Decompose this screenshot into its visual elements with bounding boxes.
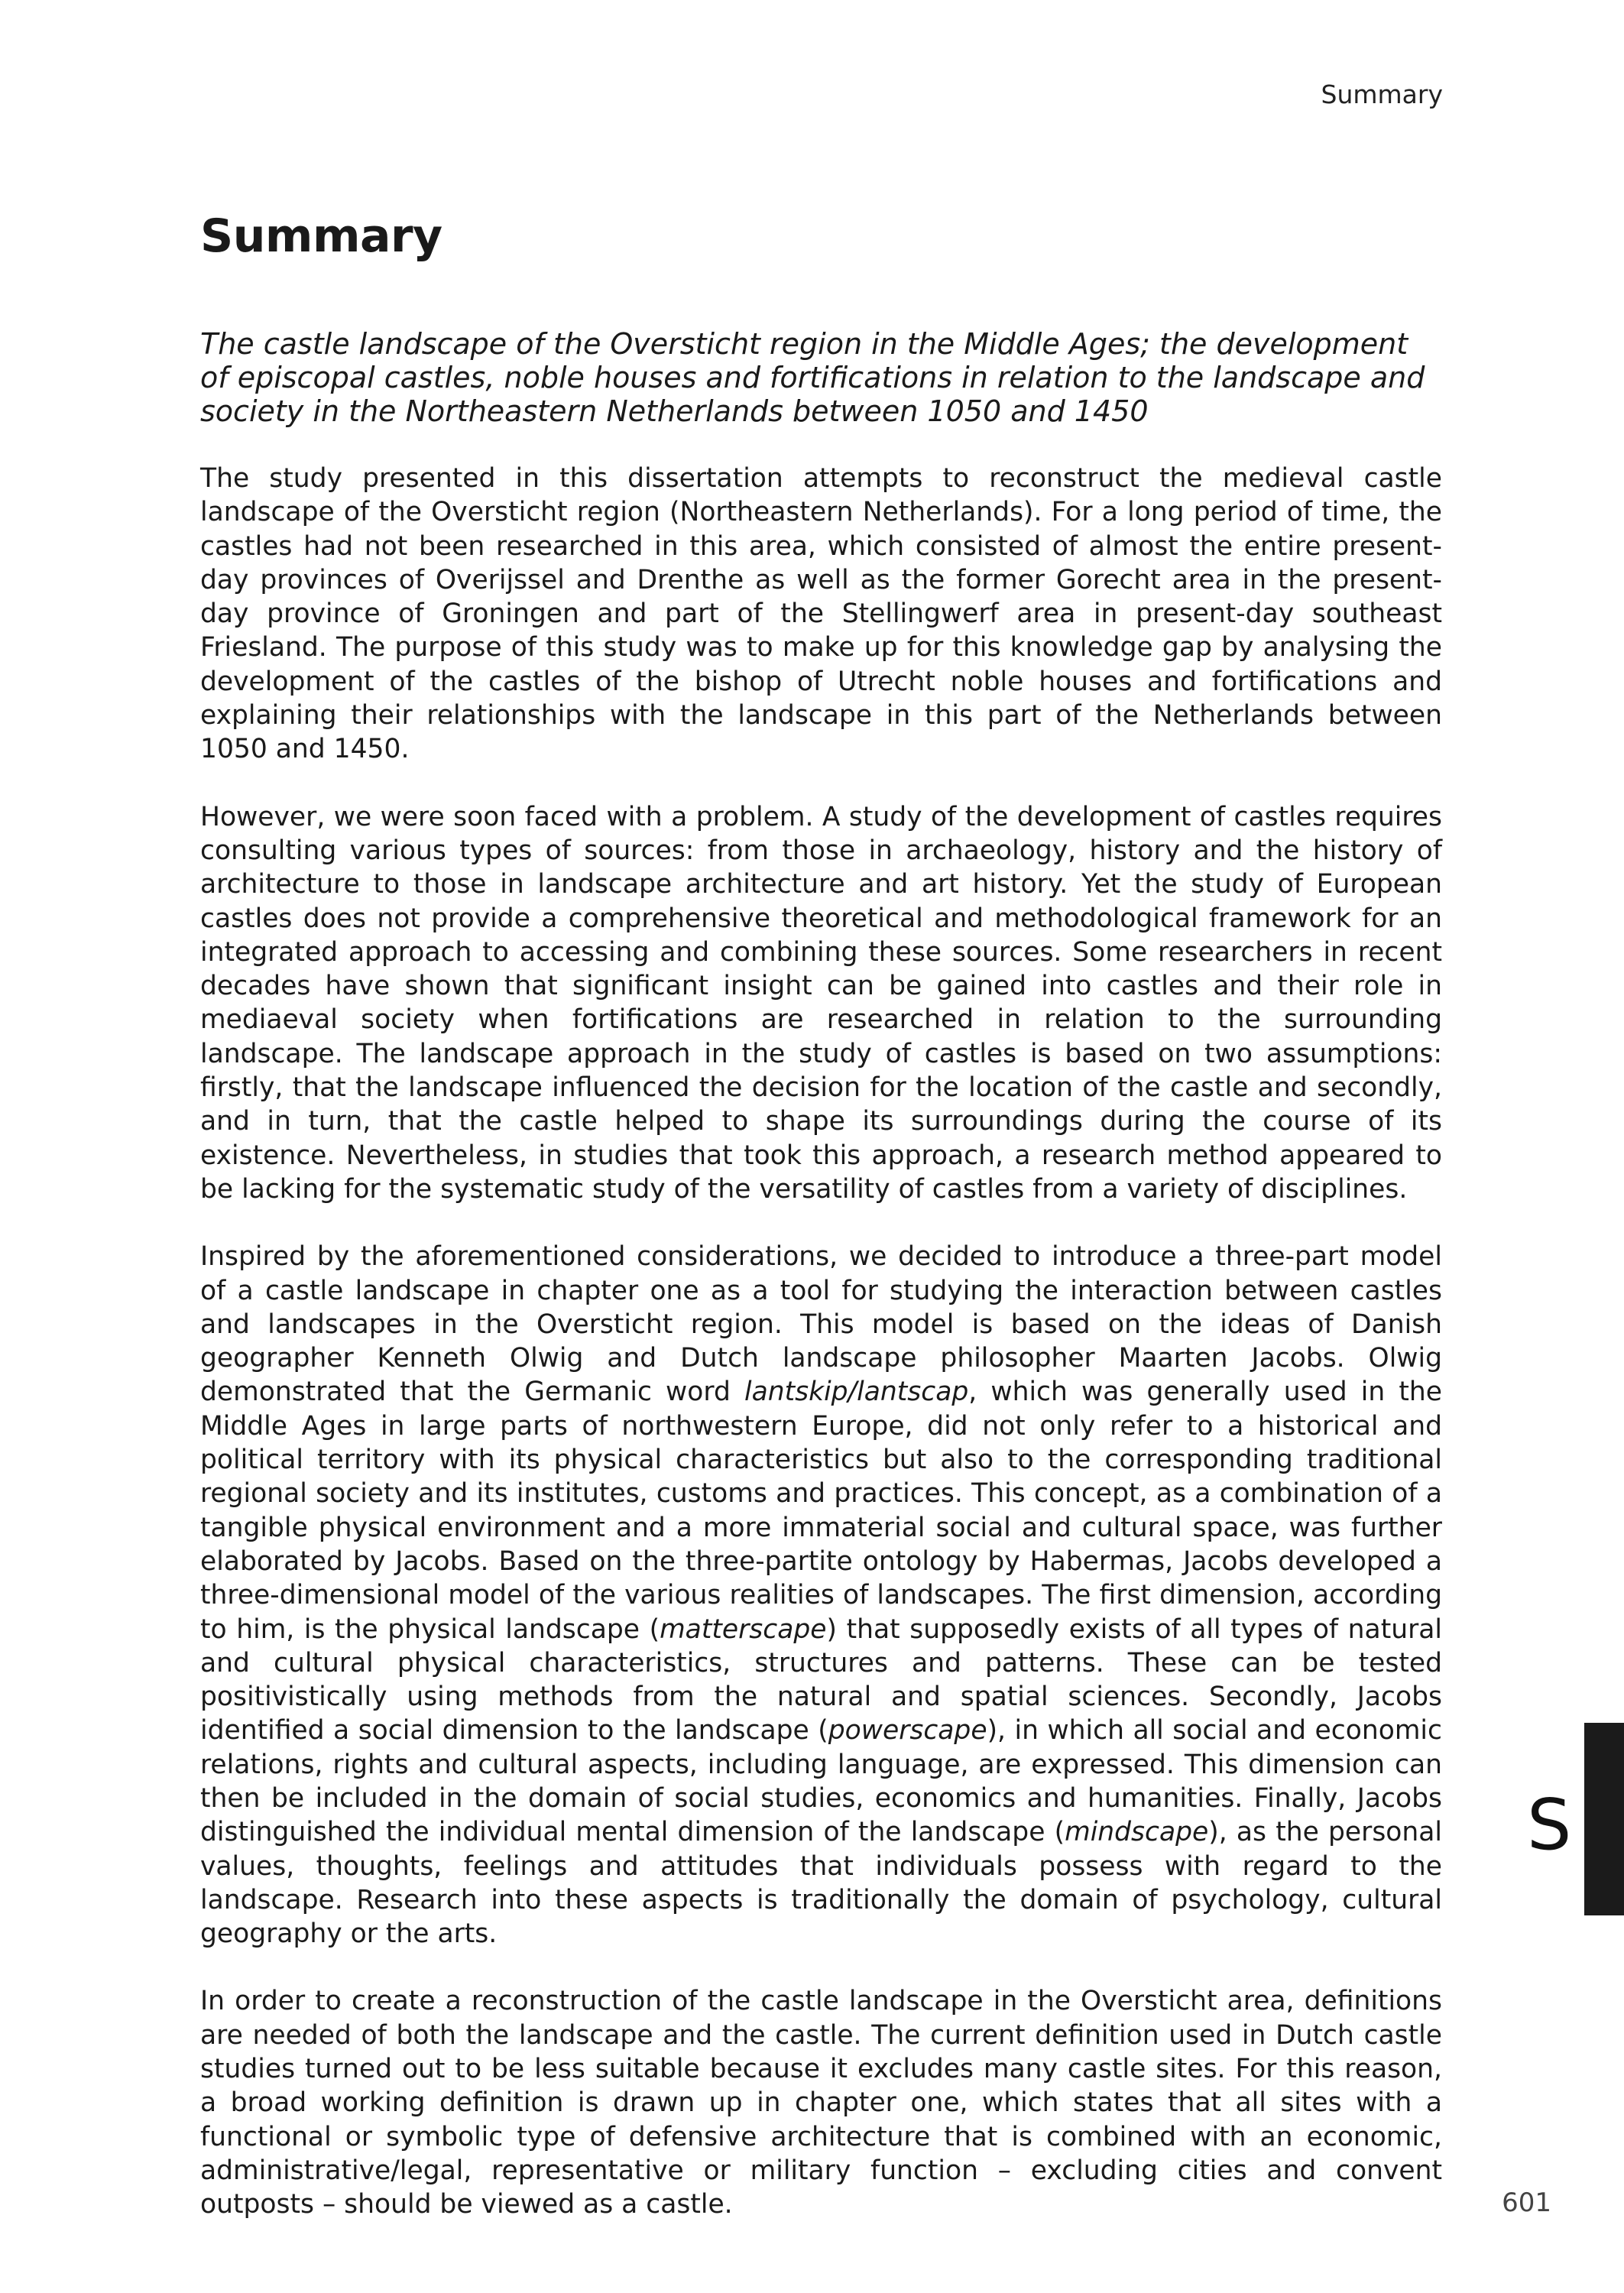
paragraph-3-text: , which was generally used in the Middle Ages in large parts of northwestern Europe, did not only refer to a historical and political territory with its physical characteristics but also to the corresponding traditional regional society and its institutes, customs and practices. This concept, as a combination of a tangible physical environment and a more immaterial social and cultural space, was further elaborated by Jacobs. Based on the three-partite ontology by Habermas, Jacobs developed a three-dimensional model of the various realities of landscapes. The first dimension, according to him, is the physical landscape ( (200, 1377, 1442, 1645)
paragraph-3-text: ) that supposedly exists of all types of natural and cultural physical characteristics, structures and patterns. These can be tested positivistically using methods from the natural and spatial sciences. Secondly, Jacobs identified a social dimension to the landscape ( (200, 1614, 1442, 1747)
running-header: Summary (1321, 79, 1443, 109)
subtitle: The castle landscape of the Oversticht region in the Middle Ages; the development of episcopal castles, noble houses and fortifications in relation to the landscape and society in the Northeastern Netherlands between 1050 and 1450 (200, 327, 1425, 428)
italic-term-lantskip: lantskip/lantscap (744, 1377, 969, 1408)
italic-term-powerscape: powerscape (828, 1715, 987, 1747)
paragraph-3-text: Inspired by the aforementioned considerations, we decided to introduce a three-part model of a castle landscape in chapter one as a tool for studying the interaction between castles and landscapes in the Oversticht region. This model is based on the ideas of Danish geographer Kenneth Olwig and Dutch landscape philosopher Maarten Jacobs. Olwig demonstrated that the Germanic word (200, 1241, 1442, 1408)
paragraph-3 (200, 1240, 1442, 1951)
paragraph-2: However, we were soon faced with a problem. A study of the development of castles requires consulting various types of sources: from those in archaeology, history and the history of architecture to those in landscape architecture and art history. Yet the study of European castles does not provide a comprehensive theoretical and methodological framework for an integrated approach to accessing and combining these sources. Some researchers in recent decades have shown that significant insight can be gained into castles and their role in mediaeval society when fortifications are researched in relation to the surrounding landscape. The landscape approach in the study of castles is based on two assumptions: firstly, that the landscape influenced the decision for the location of the castle and secondly, and in turn, that the castle helped to shape its surroundings during the course of its existence. Nevertheless, in studies that took this approach, a research method appeared to be lacking for the systematic study of the versatility of castles from a variety of disciplines. (200, 801, 1442, 1205)
page-number: 601 (1502, 2188, 1551, 2218)
chapter-tab (1584, 1723, 1624, 1915)
paragraph-1: The study presented in this dissertation attempts to reconstruct the medieval castle landscape of the Oversticht region (Northeastern Netherlands). For a long period of time, the castles had not been researched in this area, which consisted of almost the entire present-day provinces of Overijssel and Drenthe as well as the former Gorecht area in the present-day province of Groningen and part of the Stellingwerf area in present-day southeast Friesland. The purpose of this study was to make up for this knowledge gap by analysing the development of the castles of the bishop of Utrecht noble houses and fortifications and explaining their relationships with the landscape in this part of the Netherlands between 1050 and 1450. (200, 463, 1442, 765)
italic-term-mindscape: mindscape (1065, 1817, 1209, 1848)
page-title: Summary (200, 209, 442, 263)
paragraph-3-text: ), as the personal values, thoughts, feelings and attitudes that individuals possess with regard to the landscape. Research into these aspects is traditionally the domain of psychology, cultural geography or the arts. (200, 1817, 1443, 1950)
paragraph-3-text: ), in which all social and economic relations, rights and cultural aspects, including language, are expressed. This dimension can then be included in the domain of social studies, economics and humanities. Finally, Jacobs distinguished the individual mental dimension of the landscape ( (200, 1715, 1442, 1848)
italic-term-matterscape: matterscape (660, 1614, 827, 1645)
chapter-letter: S (1527, 1784, 1572, 1866)
body-text (200, 462, 1442, 2222)
paragraph-4: In order to create a reconstruction of the castle landscape in the Oversticht area, definitions are needed of both the landscape and the castle. The current definition used in Dutch castle studies turned out to be less suitable because it excludes many castle sites. For this reason, a broad working definition is drawn up in chapter one, which states that all sites with a functional or symbolic type of defensive architecture that is combined with an economic, administrative/legal, representative or military function – excluding cities and convent outposts – should be viewed as a castle. (200, 1986, 1442, 2220)
